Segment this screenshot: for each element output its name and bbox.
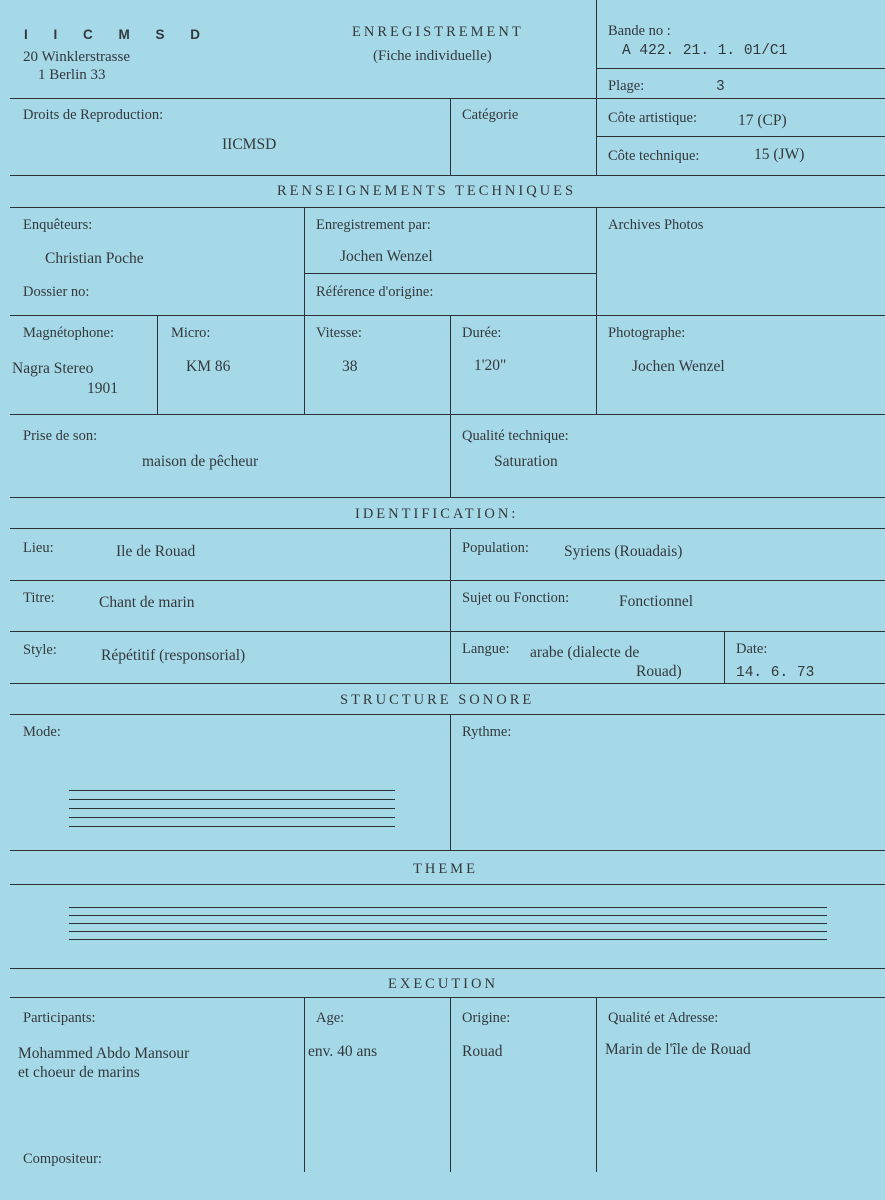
section-structure-title: STRUCTURE SONORE [340, 692, 535, 708]
divider [10, 884, 885, 885]
divider [724, 631, 725, 683]
divider [10, 414, 885, 415]
divider [450, 315, 451, 414]
qualite-adresse-value: Marin de l'île de Rouad [605, 1041, 751, 1058]
divider [157, 315, 158, 414]
divider [304, 997, 305, 1172]
divider [596, 207, 597, 414]
enqueteurs-label: Enquêteurs: [23, 217, 93, 233]
divider [10, 315, 885, 316]
staff-line [69, 799, 395, 800]
staff-line [69, 790, 395, 791]
categorie-label: Catégorie [462, 107, 519, 123]
duree-label: Durée: [462, 325, 502, 341]
divider [596, 997, 597, 1172]
divider [596, 0, 597, 175]
staff-line [69, 817, 395, 818]
bande-value: A 422. 21. 1. 01/C1 [622, 43, 788, 59]
style-value: Répétitif (responsorial) [101, 647, 246, 664]
cote-technique-value: 15 (JW) [754, 146, 805, 163]
prise-value: maison de pêcheur [142, 453, 259, 470]
section-execution-title: EXECUTION [388, 976, 498, 992]
participants-value-2: et choeur de marins [18, 1064, 140, 1081]
plage-label: Plage: [608, 78, 645, 94]
qualite-technique-value: Saturation [494, 453, 558, 470]
style-label: Style: [23, 642, 57, 658]
population-label: Population: [462, 540, 529, 556]
org-street: 20 Winklerstrasse [23, 49, 131, 65]
divider [596, 136, 885, 137]
divider [450, 414, 451, 497]
section-theme-title: THEME [413, 861, 478, 877]
staff-line [69, 826, 395, 827]
divider [10, 631, 885, 632]
cote-artistique-value: 17 (CP) [738, 112, 787, 129]
section-identification-title: IDENTIFICATION: [355, 506, 519, 522]
origine-value: Rouad [462, 1043, 503, 1060]
cote-technique-label: Côte technique: [608, 148, 700, 164]
staff-line [69, 808, 395, 809]
staff-line [69, 923, 827, 924]
staff-line [69, 931, 827, 932]
dossier-label: Dossier no: [23, 284, 90, 300]
prise-label: Prise de son: [23, 428, 98, 444]
vitesse-label: Vitesse: [316, 325, 362, 341]
org-name: I I C M S D [24, 27, 212, 42]
cote-artistique-label: Côte artistique: [608, 110, 697, 126]
divider [10, 207, 885, 208]
droits-value: IICMSD [222, 136, 277, 153]
plage-value: 3 [716, 79, 725, 95]
divider [10, 528, 885, 529]
age-label: Age: [316, 1010, 345, 1026]
langue-value-2: Rouad) [636, 663, 682, 680]
divider [450, 528, 451, 683]
mode-label: Mode: [23, 724, 61, 740]
divider [10, 683, 885, 684]
archives-label: Archives Photos [608, 217, 704, 233]
divider [304, 273, 596, 274]
divider [596, 68, 885, 69]
compositeur-label: Compositeur: [23, 1151, 102, 1167]
rythme-label: Rythme: [462, 724, 512, 740]
titre-label: Titre: [23, 590, 55, 606]
staff-line [69, 915, 827, 916]
droits-label: Droits de Reproduction: [23, 107, 164, 123]
magnetophone-value-model: 1901 [87, 380, 118, 397]
divider [10, 580, 885, 581]
sujet-value: Fonctionnel [619, 593, 694, 610]
photographe-label: Photographe: [608, 325, 686, 341]
micro-value: KM 86 [186, 358, 231, 375]
enregistrement-par-value: Jochen Wenzel [340, 248, 433, 265]
divider [304, 207, 305, 414]
participants-value: Mohammed Abdo Mansour [18, 1045, 190, 1062]
population-value: Syriens (Rouadais) [564, 543, 683, 560]
form-title: ENREGISTREMENT [352, 24, 524, 40]
bande-label: Bande no : [608, 23, 671, 39]
divider [450, 714, 451, 850]
org-city: 1 Berlin 33 [38, 67, 106, 83]
divider [10, 175, 885, 176]
divider [10, 968, 885, 969]
langue-label: Langue: [462, 641, 510, 657]
staff-line [69, 939, 827, 940]
divider [10, 98, 885, 99]
duree-value: 1'20" [474, 357, 507, 374]
divider [10, 850, 885, 851]
section-technical-title: RENSEIGNEMENTS TECHNIQUES [277, 183, 577, 199]
enregistrement-par-label: Enregistrement par: [316, 217, 431, 233]
qualite-adresse-label: Qualité et Adresse: [608, 1010, 719, 1026]
lieu-label: Lieu: [23, 540, 54, 556]
form-subtitle: (Fiche individuelle) [373, 48, 492, 64]
sujet-label: Sujet ou Fonction: [462, 590, 570, 606]
qualite-technique-label: Qualité technique: [462, 428, 569, 444]
micro-label: Micro: [171, 325, 211, 341]
divider [450, 997, 451, 1172]
magnetophone-value: Nagra Stereo [12, 360, 94, 377]
participants-label: Participants: [23, 1010, 96, 1026]
age-value: env. 40 ans [308, 1043, 378, 1060]
date-label: Date: [736, 641, 768, 657]
langue-value: arabe (dialecte de [530, 644, 640, 661]
titre-value: Chant de marin [99, 594, 195, 611]
magnetophone-label: Magnétophone: [23, 325, 115, 341]
origine-label: Origine: [462, 1010, 511, 1026]
vitesse-value: 38 [342, 358, 358, 375]
divider [10, 997, 885, 998]
staff-line [69, 907, 827, 908]
divider [10, 497, 885, 498]
divider [450, 98, 451, 175]
lieu-value: Ile de Rouad [116, 543, 196, 560]
reference-label: Référence d'origine: [316, 284, 434, 300]
enqueteurs-value: Christian Poche [45, 250, 144, 267]
date-value: 14. 6. 73 [736, 665, 815, 681]
divider [10, 714, 885, 715]
photographe-value: Jochen Wenzel [632, 358, 725, 375]
